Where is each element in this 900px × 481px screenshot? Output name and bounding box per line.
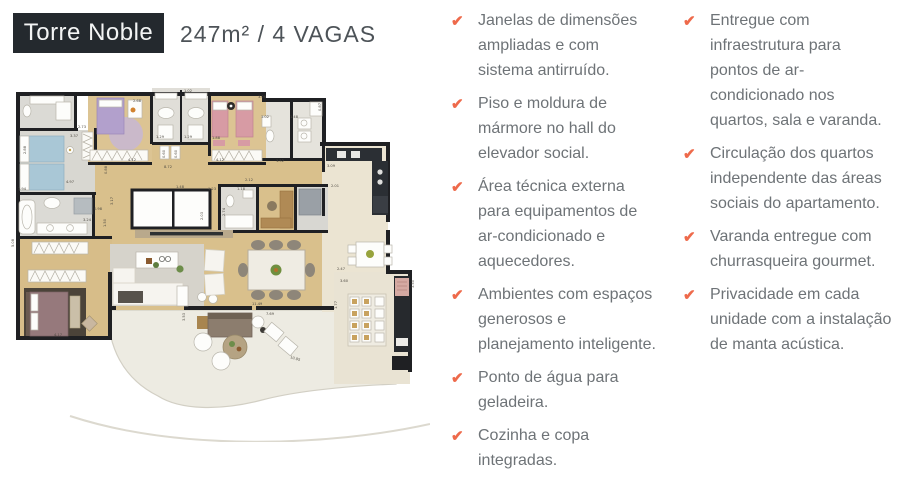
feature-item	[450, 174, 658, 274]
bed-master	[26, 292, 68, 336]
svg-text:0.60: 0.60	[174, 149, 178, 158]
feature-text: Privacidade em cada unidade com a instalação de manta acústica.	[710, 286, 892, 353]
svg-text:0.87: 0.87	[318, 102, 322, 111]
svg-text:0.88: 0.88	[104, 165, 108, 174]
feature-text: Janelas de dimensões ampliadas e com sistema antirruído.	[478, 12, 638, 79]
bed-pink-1	[212, 101, 228, 137]
feature-text: Circulação dos quartos independente das áreas sociais do apartamento.	[710, 145, 882, 212]
feature-text: Piso e moldura de mármore no hall do elevador social.	[478, 95, 616, 162]
svg-text:1.50: 1.50	[103, 218, 107, 227]
feature-item	[450, 423, 658, 473]
feature-item	[450, 91, 658, 166]
svg-text:4.12: 4.12	[128, 158, 137, 162]
feature-item	[682, 8, 892, 133]
svg-text:1.29: 1.29	[156, 135, 165, 139]
feature-text: Cozinha e copa integradas.	[478, 427, 590, 469]
feature-item	[682, 282, 892, 357]
svg-text:3.37: 3.37	[70, 134, 79, 138]
svg-text:1.77: 1.77	[334, 300, 338, 309]
svg-text:3.09: 3.09	[327, 164, 336, 168]
gourmet-table	[348, 294, 386, 346]
svg-text:4.12: 4.12	[216, 158, 225, 162]
svg-text:1.48: 1.48	[176, 185, 185, 189]
feature-text: Ponto de água para geladeira.	[478, 369, 619, 411]
floor-plan	[0, 84, 430, 442]
feature-item	[682, 141, 892, 216]
svg-text:7.69: 7.69	[266, 312, 275, 316]
check-icon: ✔	[451, 428, 464, 445]
check-icon: ✔	[451, 96, 464, 113]
svg-text:4.97: 4.97	[66, 180, 75, 184]
svg-text:10.95: 10.95	[289, 355, 301, 363]
svg-text:1.48: 1.48	[290, 115, 299, 119]
svg-text:2.74: 2.74	[222, 207, 226, 216]
bed-purple	[97, 98, 124, 134]
svg-text:8.72: 8.72	[164, 165, 173, 169]
svg-text:2.12: 2.12	[245, 178, 254, 182]
svg-text:3.06: 3.06	[258, 95, 267, 99]
churrasqueira-counter	[394, 276, 410, 352]
check-icon: ✔	[451, 13, 464, 30]
svg-text:3.24: 3.24	[83, 218, 92, 222]
features-column-1	[450, 8, 658, 481]
svg-text:3.17: 3.17	[110, 196, 114, 205]
unit-specs: 247m² / 4 VAGAS	[180, 21, 377, 47]
svg-text:2.01: 2.01	[331, 184, 340, 188]
svg-text:1.88: 1.88	[212, 136, 221, 140]
svg-text:3.50: 3.50	[411, 279, 415, 288]
svg-text:2.68: 2.68	[133, 99, 142, 103]
svg-text:11.49: 11.49	[252, 302, 263, 306]
svg-text:1.52: 1.52	[276, 159, 285, 163]
svg-text:2.73: 2.73	[78, 125, 87, 129]
svg-text:2.47: 2.47	[337, 267, 346, 271]
svg-text:4.17: 4.17	[54, 333, 63, 337]
feature-text: Área técnica externa para equipamentos de ar-condicionado e aquecedores.	[478, 178, 638, 270]
svg-text:1.02: 1.02	[261, 115, 270, 119]
check-icon: ✔	[451, 179, 464, 196]
svg-text:1.02: 1.02	[184, 89, 193, 93]
floor-plan-svg	[0, 84, 430, 442]
check-icon: ✔	[683, 146, 696, 163]
bed-blue-2	[20, 164, 64, 190]
check-icon: ✔	[451, 287, 464, 304]
svg-text:2.03: 2.03	[200, 211, 204, 220]
check-icon: ✔	[683, 287, 696, 304]
svg-text:1.23: 1.23	[208, 187, 217, 191]
svg-text:3.60: 3.60	[340, 279, 349, 283]
check-icon: ✔	[451, 370, 464, 387]
svg-text:0.60: 0.60	[162, 149, 166, 158]
svg-text:1.29: 1.29	[184, 135, 193, 139]
feature-text: Varanda entregue com churrasqueira gourmet.	[710, 228, 876, 270]
feature-item	[450, 365, 658, 415]
svg-text:5.08: 5.08	[11, 238, 15, 247]
feature-text: Ambientes com espaços generosos e planejamento inteligente.	[478, 286, 656, 353]
feature-item	[450, 282, 658, 357]
svg-text:1.18: 1.18	[237, 187, 246, 191]
feature-text: Entregue com infraestrutura para pontos de ar-condicionado nos quartos, sala e varanda.	[710, 12, 882, 129]
features-column-2	[682, 8, 892, 365]
check-icon: ✔	[683, 13, 696, 30]
svg-text:0.98: 0.98	[94, 207, 103, 211]
tower-tab[interactable]: Torre Noble	[13, 13, 164, 53]
svg-text:3.94: 3.94	[18, 187, 27, 191]
svg-text:3.53: 3.53	[182, 312, 186, 321]
check-icon: ✔	[683, 229, 696, 246]
bed-pink-2	[236, 101, 253, 137]
feature-item	[450, 8, 658, 83]
svg-text:2.88: 2.88	[23, 145, 27, 154]
feature-item	[682, 224, 892, 274]
